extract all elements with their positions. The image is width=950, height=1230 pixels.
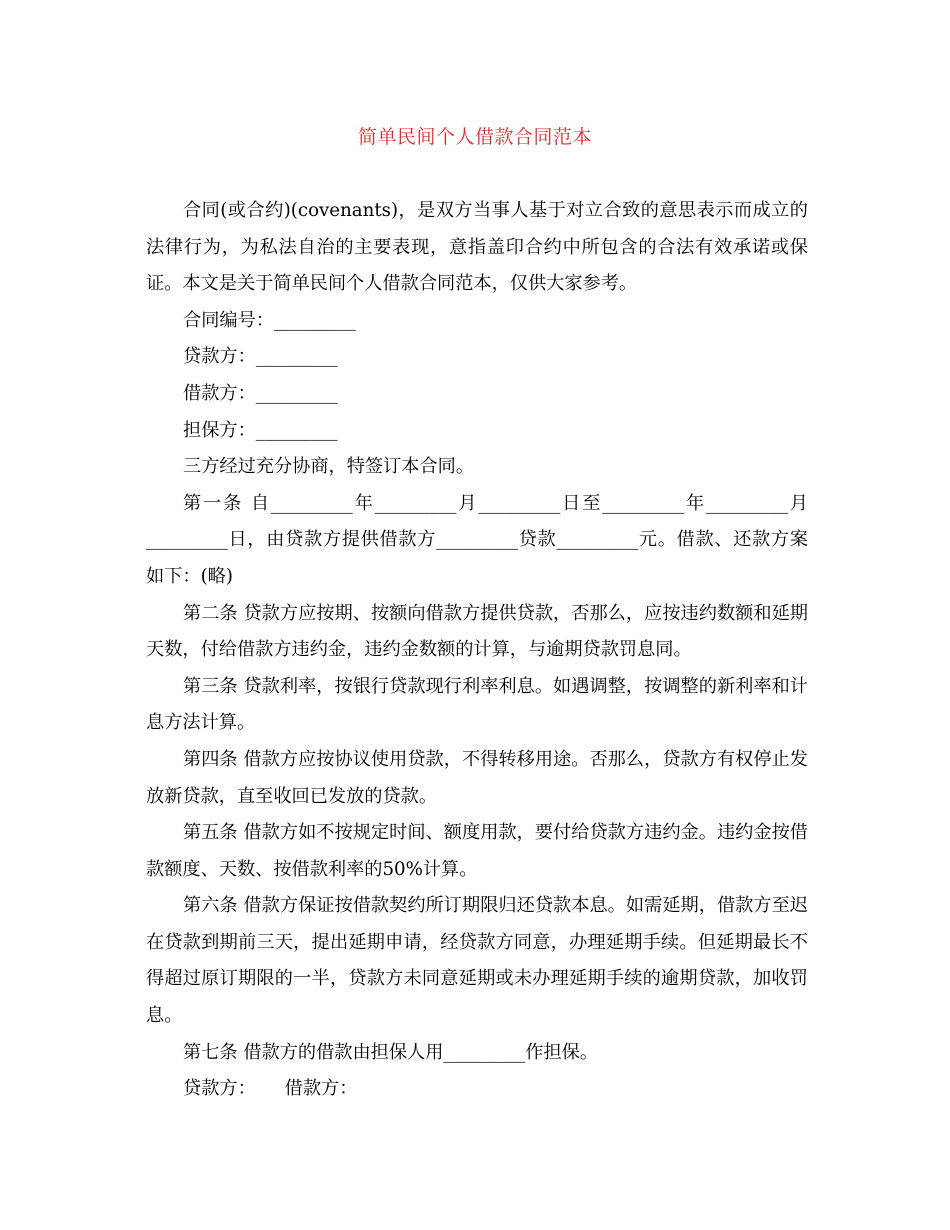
article-3: 第三条 贷款利率，按银行贷款现行利率利息。如遇调整，按调整的新利率和计息方法计算。 [146,675,808,734]
article-5: 第五条 借款方如不按规定时间、额度用款，要付给贷款方违约金。违约金按借款额度、天数、按借款利率的50%计算。 [146,822,808,880]
document-body [146,193,808,1108]
agreement-statement: 三方经过充分协商，特签订本合同。 [183,456,475,478]
contract-number-line: 合同编号：_________ [183,309,356,331]
article-7: 第七条 借款方的借款由担保人用_________作担保。 [183,1041,599,1063]
borrower-line: 借款方：_________ [183,382,338,404]
guarantor-line: 担保方：_________ [183,419,338,441]
intro-paragraph: 合同(或合约)(covenants)，是双方当事人基于对立合致的意思表示而成立的法律行为，为私法自治的主要表现，意指盖印合约中所包含的合法有效承诺或保证。本文是关于简单民间个人借款合同范本，仅供大家参考。 [146,200,808,295]
lender-line: 贷款方：_________ [183,346,338,368]
article-2: 第二条 贷款方应按期、按额向借款方提供贷款，否那么，应按违约数额和延期天数，付给借款方违约金，违约金数额的计算，与逾期贷款罚息同。 [146,602,808,661]
article-6: 第六条 借款方保证按借款契约所订期限归还贷款本息。如需延期，借款方至迟在贷款到期前三天，提出延期申请，经贷款方同意，办理延期手续。但延期最长不得超过原订期限的一半，贷款方未同意延期或未办理延期手续的逾期贷款，加收罚息。 [146,895,808,1027]
signature-line: 贷款方： 借款方： [183,1078,358,1100]
article-1: 第一条 自_________年_________月_________日至_________年_________月_________日，由贷款方提供借款方_________贷款_________元。借款、还款方案如下：(略) [146,492,808,587]
article-4: 第四条 借款方应按协议使用贷款，不得转移用途。否那么，贷款方有权停止发放新贷款，直至收回已发放的贷款。 [146,748,808,807]
document-title: 简单民间个人借款合同范本 [357,126,592,148]
